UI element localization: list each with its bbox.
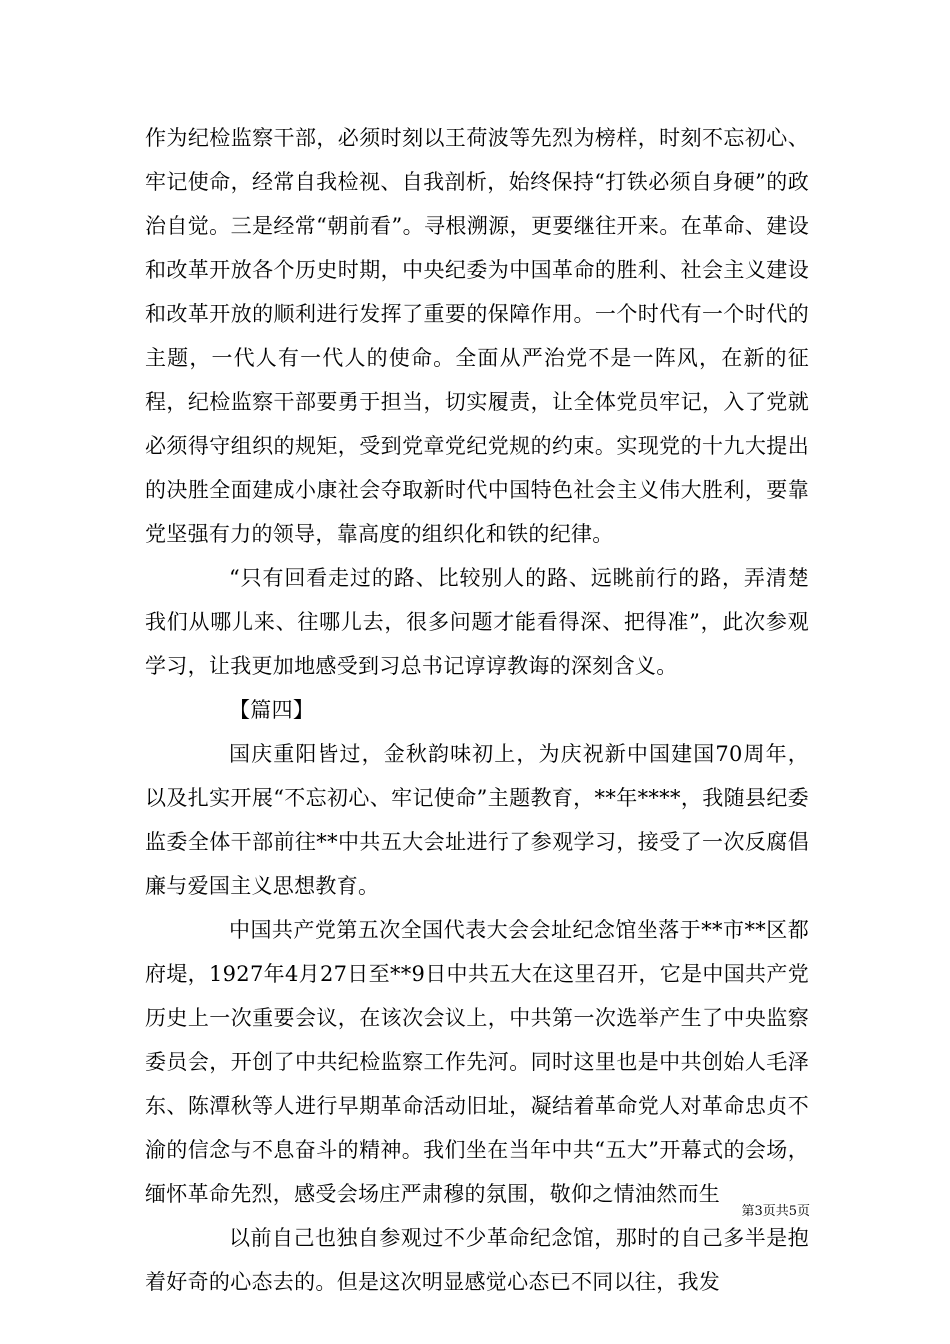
paragraph-quote: “只有回看走过的路、比较别人的路、远眺前行的路，弄清楚我们从哪儿来、往哪儿去，很多问题才能看得深、把得准”，此次参观学习，让我更加地感受到习总书记谆谆教诲的深刻含义。 (145, 566, 809, 678)
document-body (145, 116, 809, 1304)
paragraph-continuation: 作为纪检监察干部，必须时刻以王荷波等先烈为榜样，时刻不忘初心、牢记使命，经常自我检视、自我剖析，始终保持“打铁必须自身硬”的政治自觉。三是经常“朝前看”。寻根溯源，更要继往开来。在革命、建设和改革开放各个历史时期，中央纪委为中国革命的胜利、社会主义建设和改革开放的顺利进行发挥了重要的保障作用。一个时代有一个时代的主题，一代人有一代人的使命。全面从严治党不是一阵风，在新的征程，纪检监察干部要勇于担当，切实履责，让全体党员牢记，入了党就必须得守组织的规矩，受到党章党纪党规的约束。实现党的十九大提出的决胜全面建成小康社会夺取新时代中国特色社会主义伟大胜利，要靠党坚强有力的领导，靠高度的组织化和铁的纪律。 (145, 126, 809, 546)
paragraph-intro: 国庆重阳皆过，金秋韵味初上，为庆祝新中国建国70周年，以及扎实开展“不忘初心、牢记使命”主题教育，**年****，我随县纪委监委全体干部前往**中共五大会址进行了参观学习，接受了一次反腐倡廉与爱国主义思想教育。 (145, 742, 809, 898)
page-number: 第3页共5页 (741, 1204, 810, 1219)
paragraph-reflection: 以前自己也独自参观过不少革命纪念馆，那时的自己多半是抱着好奇的心态去的。但是这次明显感觉心态已不同以往，我发 (145, 1226, 809, 1294)
section-heading: 【篇四】 (229, 698, 315, 722)
paragraph-museum: 中国共产党第五次全国代表大会会址纪念馆坐落于**市**区都府堤，1927年4月27日至**9日中共五大在这里召开，它是中国共产党历史上一次重要会议，在该次会议上，中共第一次选举产生了中央监察委员会，开创了中共纪检监察工作先河。同时这里也是中共创始人毛泽东、陈潭秋等人进行早期革命活动旧址，凝结着革命党人对革命忠贞不渝的信念与不息奋斗的精神。我们坐在当年中共“五大”开幕式的会场，缅怀革命先烈，感受会场庄严肃穆的氛围，敬仰之情油然而生 (145, 918, 809, 1206)
